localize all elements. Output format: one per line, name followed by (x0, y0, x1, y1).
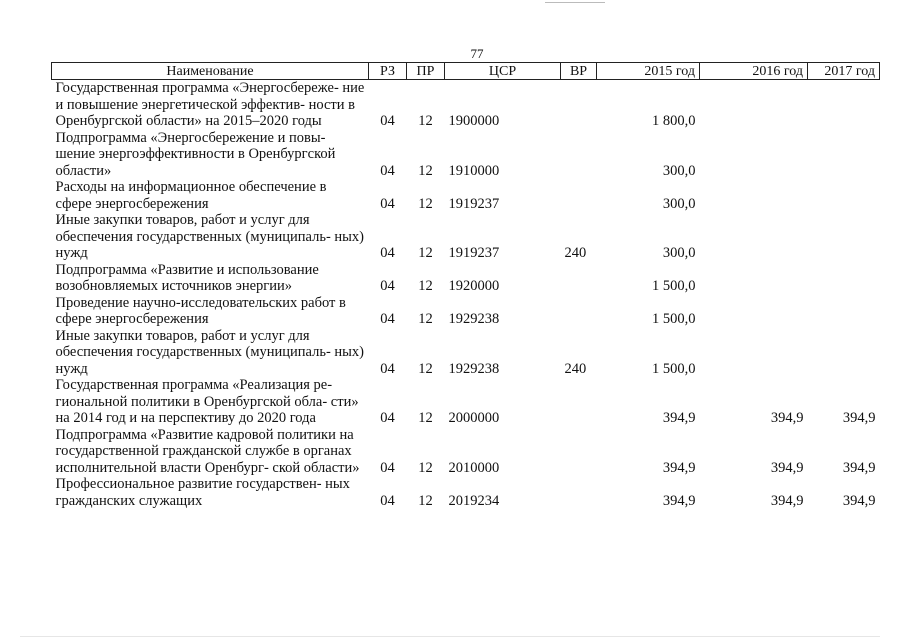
row-pr: 12 (418, 113, 433, 129)
row-2017: 394,9 (842, 492, 876, 509)
table-row (52, 179, 880, 212)
row-rz: 04 (380, 311, 395, 327)
row-rz: 04 (380, 278, 395, 294)
row-rz: 04 (380, 195, 395, 212)
row-2015: 394,9 (662, 492, 696, 509)
row-2017: 394,9 (842, 410, 876, 426)
row-2015: 300,0 (662, 162, 696, 179)
row-vr (561, 130, 597, 180)
row-2017 (808, 295, 880, 328)
header-2017: 2017 год (808, 63, 880, 80)
row-pr: 12 (418, 245, 433, 261)
row-csr: 2000000 (448, 410, 500, 426)
header-rz: РЗ (369, 63, 407, 80)
row-2017: 394,9 (842, 459, 876, 476)
header-2015: 2015 год (597, 63, 700, 80)
row-2017 (808, 130, 880, 180)
row-2016 (700, 295, 808, 328)
row-csr: 1929238 (448, 311, 500, 327)
row-pr: 12 (418, 311, 433, 327)
table-header (52, 63, 880, 80)
row-2015: 300,0 (662, 195, 696, 212)
row-vr: 240 (564, 245, 587, 261)
table-row (52, 80, 880, 130)
row-2015: 1 500,0 (652, 360, 696, 377)
row-name: Проведение научно-исследовательских работ в сфере энергосбережения (55, 294, 346, 327)
row-2015: 1 500,0 (652, 311, 696, 327)
header-vr: ВР (561, 63, 597, 80)
row-rz: 04 (380, 492, 395, 509)
row-vr: 240 (564, 360, 587, 377)
row-vr (561, 427, 597, 477)
row-name: Государственная программа «Реализация ре- гиональной политики в Оренбургской обла- сти» на 2014 год и на перспективу до 2020 года (55, 377, 359, 426)
table-row (52, 427, 880, 477)
row-2016: 394,9 (770, 492, 804, 509)
row-rz: 04 (380, 360, 395, 377)
row-vr (561, 179, 597, 212)
row-rz: 04 (380, 113, 395, 129)
header-pr: ПР (407, 63, 445, 80)
row-2016 (700, 212, 808, 262)
row-2016: 394,9 (770, 459, 804, 476)
row-csr: 1919237 (448, 195, 500, 212)
header-name: Наименование (52, 63, 369, 80)
row-2016 (700, 328, 808, 378)
row-pr: 12 (418, 492, 433, 509)
row-pr: 12 (418, 459, 433, 476)
row-2015: 394,9 (662, 410, 696, 426)
header-2016: 2016 год (700, 63, 808, 80)
row-2016: 394,9 (770, 410, 804, 426)
row-name: Государственная программа «Энергосбереже- ние и повышение энергетической эффектив- ности в Оренбургской области» на 2015–2020 годы (55, 80, 365, 129)
row-csr: 1929238 (448, 360, 500, 377)
row-2015: 1 800,0 (652, 113, 696, 129)
scan-artifact-top (545, 2, 605, 3)
row-name: Иные закупки товаров, работ и услуг для обеспечения государственных (муниципаль- ных) нужд (55, 212, 364, 261)
row-csr: 1919237 (448, 245, 500, 261)
row-csr: 1920000 (448, 278, 500, 294)
row-csr: 2010000 (448, 459, 500, 476)
row-2017 (808, 328, 880, 378)
row-name: Подпрограмма «Энергосбережение и повы- шение энергоэффективности в Оренбургской области» (55, 129, 336, 179)
row-vr (561, 377, 597, 427)
row-csr: 2019234 (448, 492, 500, 509)
row-vr (561, 262, 597, 295)
table-row (52, 328, 880, 378)
row-vr (561, 476, 597, 509)
table-row (52, 377, 880, 427)
scan-artifact-bottom (20, 636, 880, 637)
table-body (52, 80, 880, 510)
row-vr (561, 80, 597, 130)
row-2017 (808, 80, 880, 130)
row-rz: 04 (380, 410, 395, 426)
table-row (52, 130, 880, 180)
row-rz: 04 (380, 459, 395, 476)
row-2015: 300,0 (662, 245, 696, 261)
row-pr: 12 (418, 360, 433, 377)
row-name: Подпрограмма «Развитие и использование возобновляемых источников энергии» (55, 261, 319, 294)
table-row (52, 476, 880, 509)
row-rz: 04 (380, 162, 395, 179)
row-2016 (700, 262, 808, 295)
row-2017 (808, 262, 880, 295)
page-number: 77 (470, 46, 484, 61)
row-name: Расходы на информационное обеспечение в сфере энергосбережения (55, 179, 327, 212)
row-csr: 1910000 (448, 162, 500, 179)
row-2016 (700, 130, 808, 180)
row-2017 (808, 212, 880, 262)
row-pr: 12 (418, 410, 433, 426)
budget-table (51, 62, 880, 509)
row-vr (561, 295, 597, 328)
table-row (52, 295, 880, 328)
row-csr: 1900000 (448, 113, 500, 129)
row-2016 (700, 179, 808, 212)
row-2015: 1 500,0 (652, 278, 696, 294)
row-pr: 12 (418, 195, 433, 212)
header-row (52, 63, 880, 80)
row-name: Подпрограмма «Развитие кадровой политики на государственной гражданской службе в органах исполнительной власти Оренбург- ской области» (55, 426, 360, 476)
row-2017 (808, 179, 880, 212)
row-pr: 12 (418, 278, 433, 294)
row-pr: 12 (418, 162, 433, 179)
row-rz: 04 (380, 245, 395, 261)
row-2015: 394,9 (662, 459, 696, 476)
row-name: Профессиональное развитие государствен- ных гражданских служащих (55, 476, 350, 509)
row-2016 (700, 80, 808, 130)
table-row (52, 262, 880, 295)
row-name: Иные закупки товаров, работ и услуг для обеспечения государственных (муниципаль- ных) нужд (55, 327, 364, 377)
table-row (52, 212, 880, 262)
header-csr: ЦСР (445, 63, 561, 80)
